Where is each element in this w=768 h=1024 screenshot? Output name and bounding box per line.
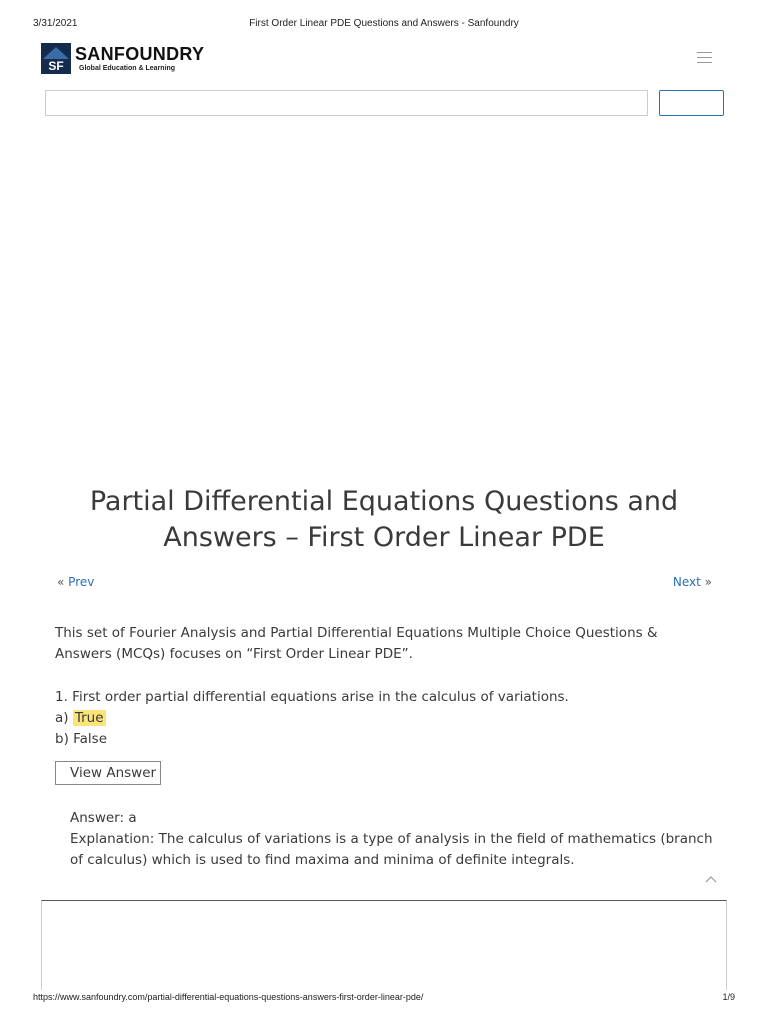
- question-1: [55, 687, 715, 750]
- next-nav: [673, 575, 712, 589]
- next-link[interactable]: Next: [672, 575, 701, 589]
- scroll-to-top-icon[interactable]: [704, 872, 718, 886]
- print-date: 3/31/2021: [33, 18, 78, 29]
- option-a-highlight: True: [74, 710, 104, 726]
- question-text: 1. First order partial differential equations arise in the calculus of variations.: [55, 689, 569, 705]
- print-url: https://www.sanfoundry.com/partial-differential-equations-questions-answers-first-order-linear-pde/: [33, 992, 424, 1002]
- page-title: Partial Differential Equations Questions and Answers – First Order Linear PDE: [89, 486, 679, 553]
- answer-text: Answer: a: [70, 810, 137, 826]
- logo-name: SANFOUNDRY: [75, 44, 205, 64]
- hamburger-menu-icon[interactable]: [697, 52, 712, 64]
- prev-nav: [57, 575, 94, 589]
- logo-tagline: Global Education & Learning: [79, 65, 176, 72]
- option-a: a) True: [55, 710, 104, 726]
- next-arrow-icon: »: [704, 575, 712, 589]
- print-title: First Order Linear PDE Questions and Answers - Sanfoundry: [249, 18, 519, 29]
- ad-container: [41, 900, 727, 990]
- view-answer-button[interactable]: View Answer: [55, 761, 161, 785]
- search-button[interactable]: [659, 90, 724, 116]
- explanation-text: Explanation: The calculus of variations is a type of analysis in the field of mathematics (branch of calculus) which is used to find maxima and minima of definite integrals.: [70, 831, 713, 868]
- answer-block: [70, 808, 720, 871]
- intro-text: This set of Fourier Analysis and Partial Differential Equations Multiple Choice Questions & Answers (MCQs) focuses on “First Order Linear PDE”.: [55, 625, 658, 662]
- site-logo[interactable]: [41, 43, 204, 74]
- logo-mountain-icon: SF: [41, 43, 71, 74]
- search-input[interactable]: [45, 90, 648, 116]
- prev-link[interactable]: Prev: [68, 575, 95, 589]
- option-b: b) False: [55, 731, 108, 747]
- prev-arrow-icon: «: [57, 575, 65, 589]
- print-page-number: 1/9: [722, 992, 735, 1002]
